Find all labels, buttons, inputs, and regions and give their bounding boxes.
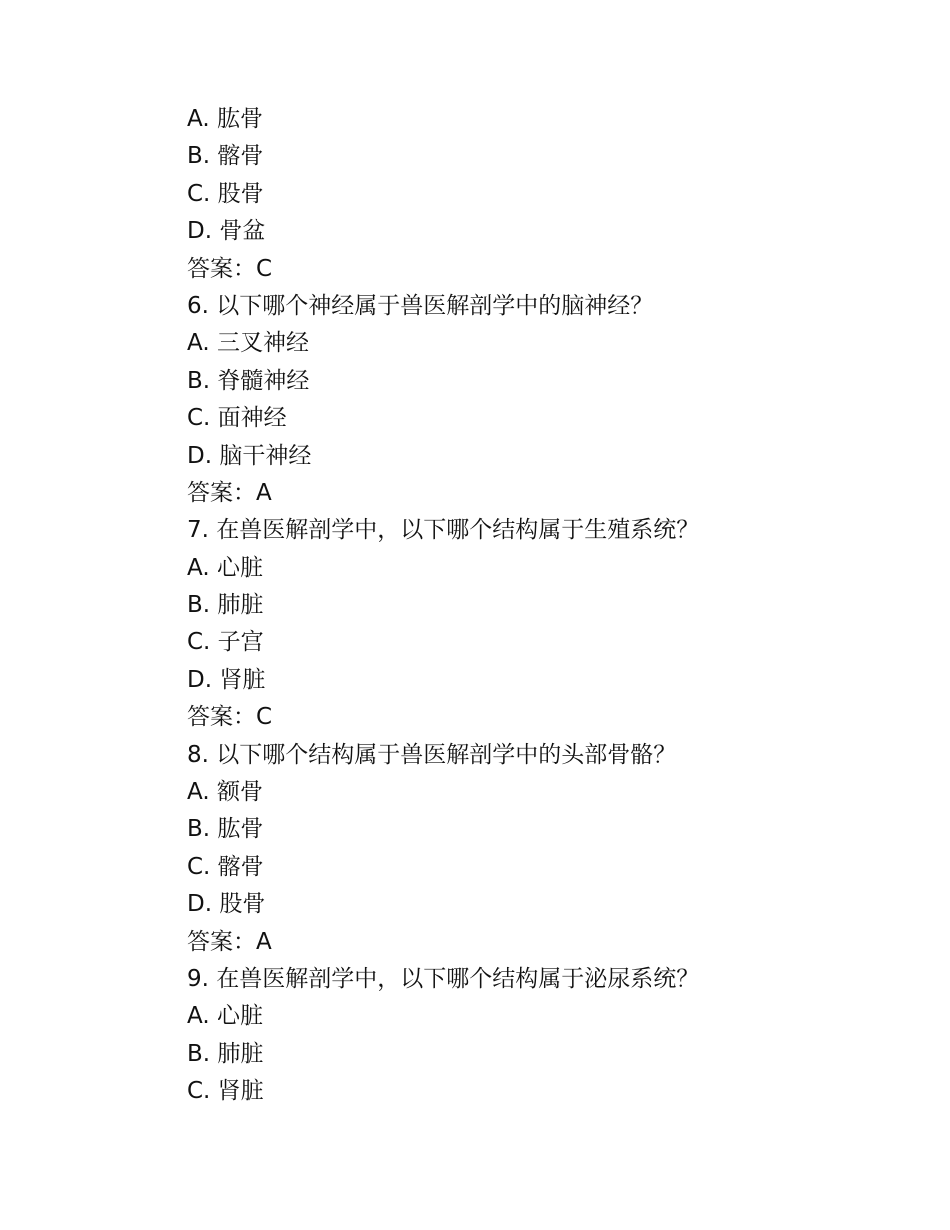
option-a: A. 肱骨 xyxy=(187,106,263,132)
option-b: B. 肱骨 xyxy=(187,816,264,843)
option-d: D. 骨盆 xyxy=(187,218,266,245)
option-a: A. 心脏 xyxy=(187,1003,263,1030)
option-b: B. 肺脏 xyxy=(187,592,264,619)
option-c: C. 髂骨 xyxy=(187,853,264,880)
option-a: A. 额骨 xyxy=(187,779,263,806)
question-8: 8. 以下哪个结构属于兽医解剖学中的头部骨骼？ xyxy=(187,741,677,768)
option-d: D. 肾脏 xyxy=(187,666,266,693)
option-d: D. 脑干神经 xyxy=(187,442,312,469)
question-list xyxy=(187,101,887,1111)
option-c: C. 子宫 xyxy=(187,629,264,656)
option-d: D. 股骨 xyxy=(187,891,266,918)
option-a: A. 心脏 xyxy=(187,554,263,581)
option-a: A. 三叉神经 xyxy=(187,330,309,357)
option-b: B. 脊髓神经 xyxy=(187,367,310,394)
option-c: C. 肾脏 xyxy=(187,1078,264,1105)
answer: 答案：A xyxy=(187,479,272,506)
question-7: 7. 在兽医解剖学中，以下哪个结构属于生殖系统？ xyxy=(187,517,700,544)
question-6: 6. 以下哪个神经属于兽医解剖学中的脑神经？ xyxy=(187,292,654,319)
answer: 答案：A xyxy=(187,928,272,955)
answer: 答案：C xyxy=(187,704,273,731)
option-b: B. 肺脏 xyxy=(187,1040,264,1067)
question-9: 9. 在兽医解剖学中，以下哪个结构属于泌尿系统？ xyxy=(187,965,700,992)
option-b: B. 髂骨 xyxy=(187,143,264,170)
answer: 答案：C xyxy=(187,255,273,282)
option-c: C. 面神经 xyxy=(187,405,287,432)
option-c: C. 股骨 xyxy=(187,180,264,207)
